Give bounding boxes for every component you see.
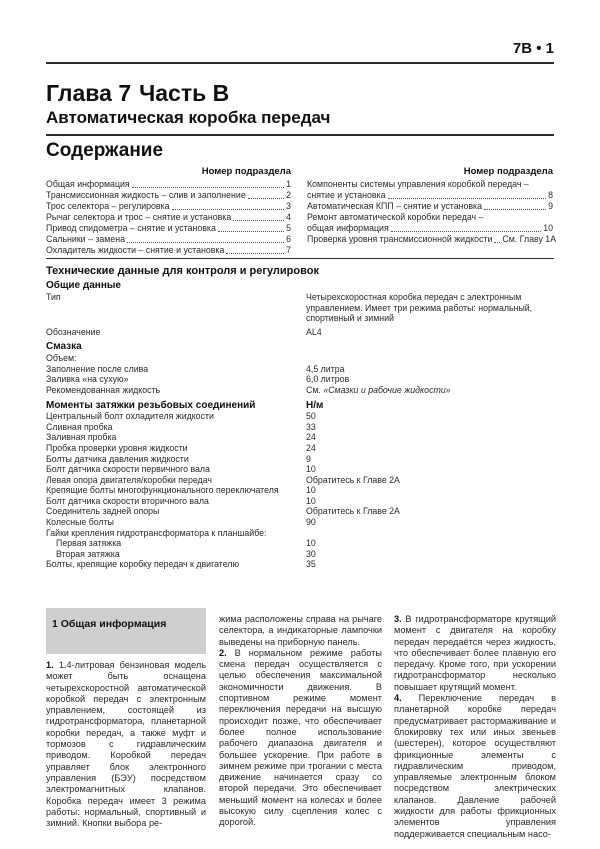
torque-row: Болт датчика скорости вторичного вала 10 <box>46 495 316 506</box>
general-data-heading: Общие данные <box>46 279 121 291</box>
chapter-subtitle: Автоматическая коробка передач <box>46 108 331 127</box>
torque-row: Болты датчика давления жидкости 9 <box>46 453 311 464</box>
header-rule <box>46 62 554 64</box>
section-heading-box <box>46 608 206 654</box>
toc-column-header: Номер подраздела <box>463 166 553 177</box>
spec-row-first: Первая затяжка 10 <box>56 538 316 549</box>
toc-rule <box>46 258 554 259</box>
spec-row-type: Тип Четырехскоростная коробка передач с электронным управлением. Имеет три режима работы: нормальный, спортивный и зимний <box>46 292 533 324</box>
torque-row: Центральный болт охладителя жидкости 50 <box>46 411 316 422</box>
paragraph-1: 1. 1.4-литровая бензиновая модель может быть оснащена четырехскоростной автоматической коробкой передач с электронным управлением, состоящей из гидротрансформатора, планетарной коробки передач, а также муфт и тормозов с гидравлическим приводом. Коробкой передач управляет блок электронного управления (БЭУ) посредством электромагнитных клапанов. Коробка передач имеет 3 режима работы: нормальный, спортивный и зимний. Кнопки выбора ре- <box>46 660 206 829</box>
toc-left-column <box>46 166 291 256</box>
chapter-part: Часть B <box>139 80 230 106</box>
torque-row: Соединитель задней опоры Обратитесь к Главе 2А <box>46 506 400 517</box>
toc-column-header: Номер подраздела <box>201 166 291 177</box>
spec-row-fluid: Рекомендованная жидкость См. «Смазки и рабочие жидкости» <box>46 384 451 395</box>
toc-heading: Содержание <box>46 140 164 161</box>
torque-row: Колесные болты 90 <box>46 517 316 528</box>
paragraph-3: 3. В гидротрансформаторе крутящий момент с двигателя на коробку передач передаётся через жидкость, что обеспечивает более плавную его передачу. Кроме того, при ускорении гидротрансформатор несколько повышает крутящий момент. <box>394 614 556 692</box>
body-column-2 <box>219 614 382 829</box>
torque-row: Заливная пробка 24 <box>46 432 316 443</box>
toc-entry[interactable]: Привод спидометра – снятие и установка 5 <box>46 223 291 233</box>
toc-entry[interactable]: Автоматическая КПП – снятие и установка 9 <box>307 201 553 211</box>
title-rule <box>46 134 554 136</box>
torque-row: Пробка проверки уровня жидкости 24 <box>46 442 316 453</box>
spec-row-second: Вторая затяжка 30 <box>56 548 316 559</box>
spec-row-refill: Заполнение после слива 4,5 литра <box>46 363 345 374</box>
toc-entry[interactable]: Трос селектора – регулировка 3 <box>46 201 291 211</box>
chapter-title <box>46 80 237 107</box>
spec-row-designation: Обозначение AL4 <box>46 326 322 337</box>
spec-row-dry: Заливка «на сухую» 6,0 литров <box>46 374 350 385</box>
body-column-3 <box>394 614 556 840</box>
toc-right-column <box>307 166 557 245</box>
toc-entry[interactable]: Охладитель жидкости – снятие и установка 7 <box>46 245 291 255</box>
torque-row: Крепящие болты многофункционального переключателя 10 <box>46 485 316 496</box>
toc-entry[interactable]: Ремонт автоматической коробки передач – <box>307 212 484 222</box>
spec-row-volume: Объем: <box>46 353 77 364</box>
toc-entry[interactable]: общая информация 10 <box>307 223 553 233</box>
page-number: 7B • 1 <box>512 40 554 57</box>
spec-row-converter: Гайки крепления гидротрансформатора к планшайбе: <box>46 527 267 538</box>
toc-entry[interactable]: Компоненты системы управления коробкой передач – <box>307 179 529 189</box>
torque-row: Болт датчика скорости первичного вала 10 <box>46 464 316 475</box>
section-title: 1 Общая информация <box>52 618 167 630</box>
toc-entry[interactable]: Проверка уровня трансмиссионной жидкости См. Главу 1А <box>307 234 557 244</box>
paragraph-2: 2. В нормальном режиме работы смена передач осуществляется с целью обеспечения максимальной экономичности движения. В спортивном режиме момент переключения передачи на высшую происходит позже, что обеспечивает более полное использование рабочего диапазона двигателя и большее ускорение. При работе в зимнем режиме при трогании с места движение начинается сразу со второй передачи. Это обеспечивает меньший момент на колесах и более высокую силу сцепления колес с дорогой. <box>219 647 382 828</box>
spec-row-bolts: Болты, крепящие коробку передач к двигателю 35 <box>46 559 316 570</box>
body-column-1 <box>46 660 206 829</box>
toc-entry[interactable]: Трансмиссионная жидкость – слив и заполнение 2 <box>46 190 291 200</box>
torque-header: Моменты затяжки резьбовых соединений Н/м <box>46 399 324 411</box>
toc-entry[interactable]: Общая информация 1 <box>46 179 291 189</box>
toc-entry[interactable]: Рычаг селектора и трос – снятие и установка 4 <box>46 212 291 222</box>
tech-specs <box>46 266 554 570</box>
paragraph-4: 4. Переключение передач в планетарной коробке передач предусматривает растормаживание и блокировку тех или иных звеньев (шестерен), которое осуществляют фрикционные элементы с гидравлическим приводом, управляемые электронным блоком посредством электрических клапанов. Давление рабочей жидкости для работы фрикционных элементов управления поддерживается специальным насо- <box>394 693 556 839</box>
paragraph-1-cont: жима расположены справа на рычаге селектора, а индикаторные лампочки выведены на приборную панель. <box>219 614 382 647</box>
chapter-number: Глава 7 <box>46 80 132 106</box>
torque-row: Левая опора двигателя/коробки передач Обратитесь к Главе 2А <box>46 474 400 485</box>
torque-row: Сливная пробка 33 <box>46 421 316 432</box>
lubrication-heading: Смазка <box>46 340 82 352</box>
toc-entry[interactable]: Сальники – замена 6 <box>46 234 291 244</box>
tech-specs-title: Технические данные для контроля и регулировок <box>46 265 319 277</box>
toc-entry[interactable]: снятие и установка 8 <box>307 190 553 200</box>
